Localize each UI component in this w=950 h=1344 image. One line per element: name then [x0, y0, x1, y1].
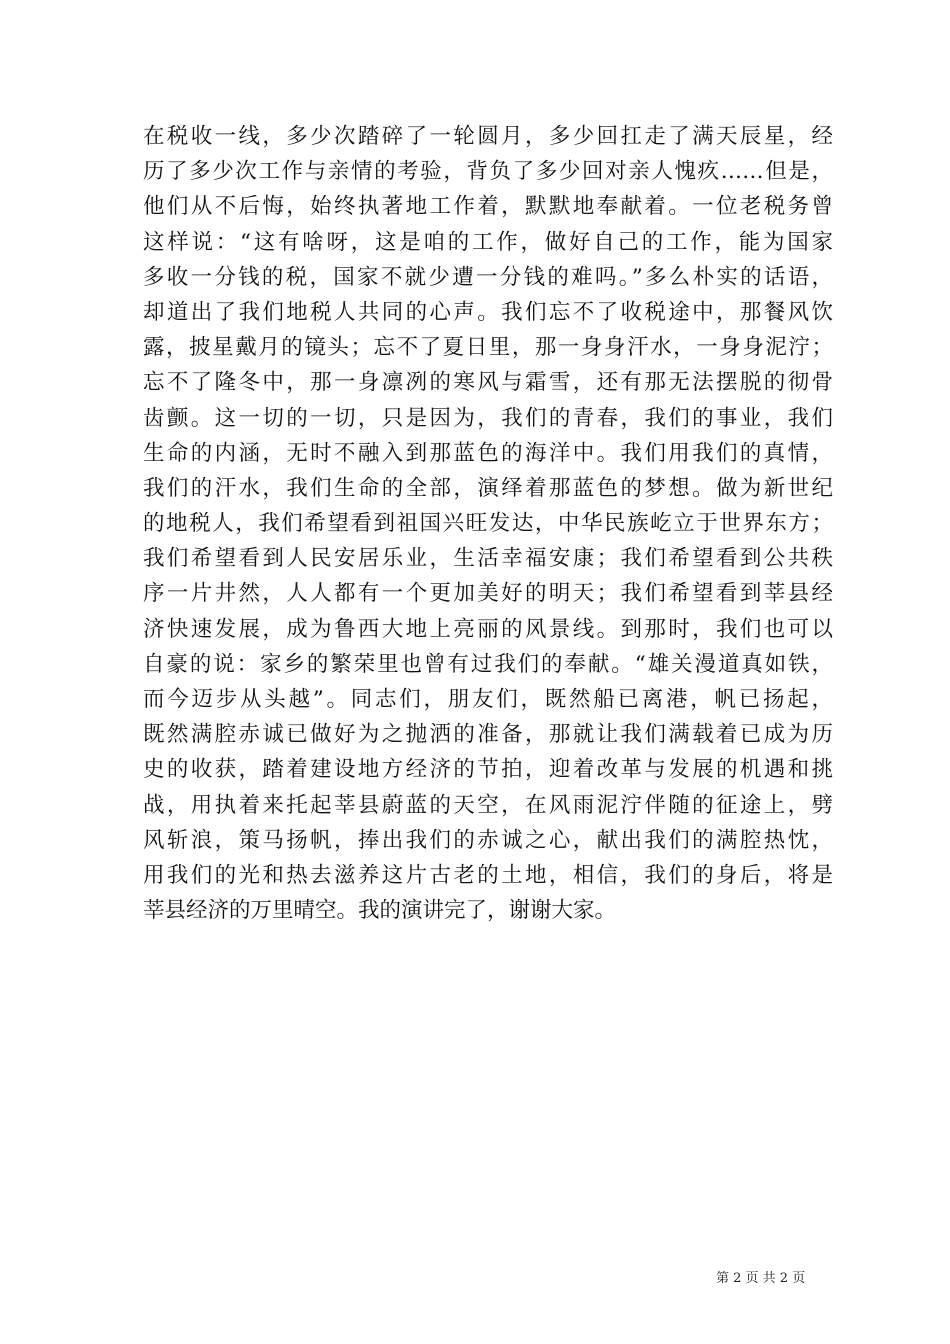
text-line: 序一片井然，人人都有一个更加美好的明天；我们希望看到莘县经	[143, 581, 833, 607]
text-line: 忘不了隆冬中，那一身凛冽的寒风与霜雪，还有那无法摆脱的彻骨	[143, 370, 833, 396]
text-line: 风斩浪，策马扬帆，捧出我们的赤诚之心，献出我们的满腔热忱，	[143, 827, 833, 853]
text-line: 济快速发展，成为鲁西大地上亮丽的风景线。到那时，我们也可以	[143, 616, 833, 642]
text-line: 用我们的光和热去滋养这片古老的土地，相信，我们的身后，将是	[143, 862, 833, 888]
text-line: 露，披星戴月的镜头；忘不了夏日里，那一身身汗水，一身身泥泞；	[143, 335, 833, 361]
text-line: 在税收一线，多少次踏碎了一轮圆月，多少回扛走了满天辰星，经	[143, 124, 833, 149]
text-line: 生命的内涵，无时不融入到那蓝色的海洋中。我们用我们的真情，	[143, 440, 833, 466]
text-line: 我们希望看到人民安居乐业，生活幸福安康；我们希望看到公共秩	[143, 546, 833, 572]
text-line: 我们的汗水，我们生命的全部，演绎着那蓝色的梦想。做为新世纪	[143, 475, 833, 501]
speech-body-text	[143, 119, 833, 928]
text-line: 历了多少次工作与亲情的考验，背负了多少回对亲人愧疚……但是，	[143, 159, 833, 185]
text-line: 战，用执着来托起莘县蔚蓝的天空，在风雨泥泞伴随的征途上，劈	[143, 792, 833, 818]
text-line: 自豪的说：家乡的繁荣里也曾有过我们的奉献。“雄关漫道真如铁，	[143, 651, 833, 677]
text-line: 这样说：“这有啥呀，这是咱的工作，做好自己的工作，能为国家	[143, 229, 833, 255]
text-line: 齿颤。这一切的一切，只是因为，我们的青春，我们的事业，我们	[143, 405, 833, 431]
page-number-footer: 第 2 页 共 2 页	[716, 1271, 806, 1286]
text-line-final: 莘县经济的万里晴空。我的演讲完了，谢谢大家。	[143, 898, 617, 924]
text-line: 的地税人，我们希望看到祖国兴旺发达，中华民族屹立于世界东方；	[143, 511, 833, 537]
text-line: 史的收获，踏着建设地方经济的节拍，迎着改革与发展的机遇和挑	[143, 757, 833, 783]
text-line: 他们从不后悔，始终执著地工作着，默默地奉献着。一位老税务曾	[143, 194, 833, 220]
text-line: 既然满腔赤诚已做好为之抛洒的准备，那就让我们满载着已成为历	[143, 722, 833, 748]
text-line: 多收一分钱的税，国家不就少遭一分钱的难吗。”多么朴实的话语，	[143, 264, 833, 290]
text-line: 却道出了我们地税人共同的心声。我们忘不了收税途中，那餐风饮	[143, 299, 833, 325]
text-line: 而今迈步从头越”。同志们，朋友们，既然船已离港，帆已扬起，	[143, 687, 833, 712]
